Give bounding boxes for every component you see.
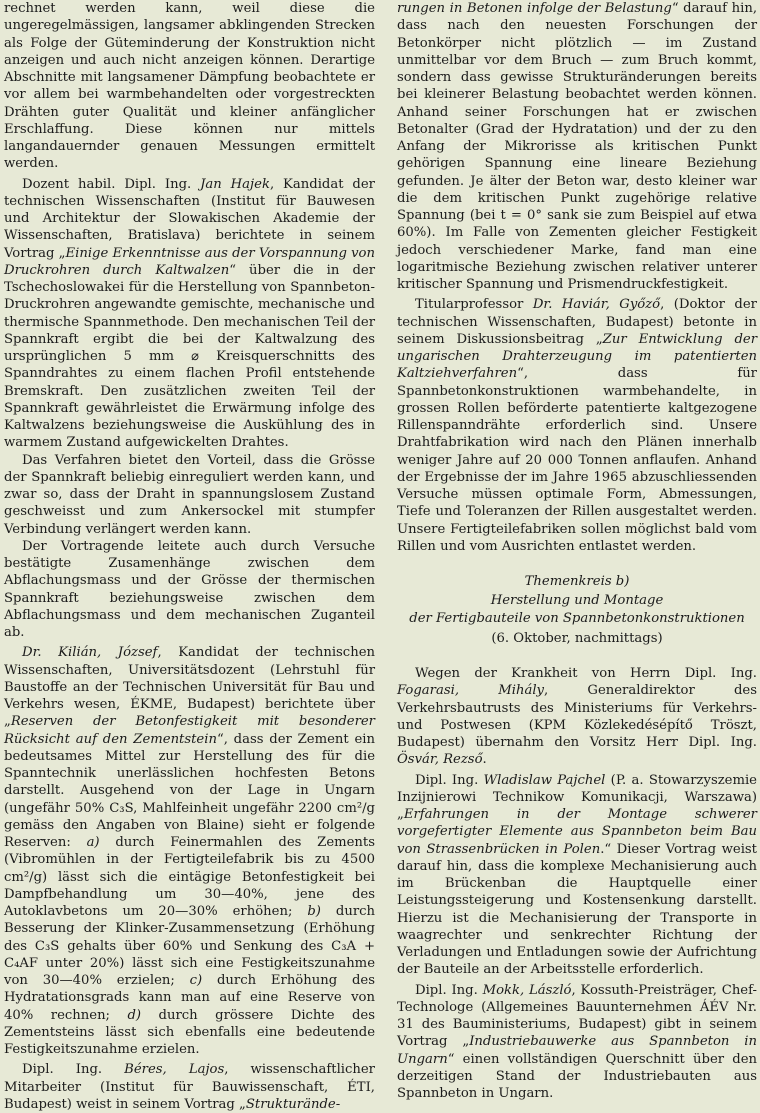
author-name: Wladislaw Pajchel — [483, 772, 606, 788]
lecture-title: rungen in Betonen infolge der Belastung — [397, 1, 672, 16]
paragraph: Das Verfahren bietet den Vorteil, dass die Grösse der Spannkraft beliebig einreguliert werden kann, und zwar so, dass der Draht in spannungslosem Zustand geschweisst und zum Ankersockel mit stumpfer Verbindung verlängert werden kann. — [4, 452, 375, 537]
paragraph-fogarasi: Wegen der Krankheit von Herrn Dipl. Ing. Fogarasi, Mihály, Generaldirektor des Verkehrsbautrusts des Ministeriums für Verkehrs- und Postwesen (KPM Közlekedésépítő Tröszt, Budapest) übernahm den Vorsitz Herr Dipl. Ing. Ösvár, Rezső. — [397, 666, 757, 768]
paragraph-pajchel: Dipl. Ing. Wladislaw Pajchel (P. a. Stowarzyszemie Inzijnierowi Technikow Komunikacji, Warszawa) „Erfahrungen in der Montage schwerer vorgefertigter Elemente aus Spannbeton beim Bau von Strassenbrücken in Polen.“ Dieser Vortrag weist darauf hin, dass die komplexe Mechanisierung auch im Brückenban die Hauptquelle einer Leistungssteigerung und Kostensenkung darstellt. Hierzu ist die Mechanisierung der Transporte in waagrechter und senkrechter Richtung der Verladungen und Entladungen sowie der Aufrichtung der Bauteile an der Arbeitsstelle erforderlich. — [397, 772, 757, 978]
right-column — [397, 0, 757, 1102]
paragraph: Der Vortragende leitete auch durch Versuche bestätigte Zusamenhänge zwischen dem Abflachungsmass und der Grösse der thermischen Spannkraft beziehungsweise zwischen dem Abflachungsmass und dem mechanischen Zuganteil ab. — [4, 538, 375, 640]
theme-date: (6. Oktober, nachmittags) — [491, 630, 663, 646]
author-name: Dr. Kilián, József — [22, 645, 158, 661]
lecture-title: Zur Entwicklung der ungarischen Drahterzeugung im patentierten Kaltziehverfahren — [397, 331, 757, 382]
paragraph-haviar: Titularprofessor Dr. Haviár, Győző, (Doktor der technischen Wissenschaften, Budapest) betonte in seinem Diskussionsbeitrag „Zur Entwicklung der ungarischen Drahterzeugung im patentierten Kaltziehverfahren“, dass für Spannbetonkonstruktionen warmbehandelte, in grossen Rollen beförderte patentierte kaltgezogene Rillenspanndrähte erforderlich sind. Unsere Drahtfabrikation wird nach den Plänen innerhalb weniger Jahre auf 20 000 Tonnen anflaufen. Anhand der Ergebnisse der im Jahre 1965 abzuschliessenden Versuche müssen optimale Form, Abmessungen, Tiefe und Toleranzen der Rillen ausgestaltet werden. Unsere Fertigteilefabriken sollen möglichst bald vom Rillen und vom Ausrichten entlastet werden. — [397, 297, 757, 554]
left-column — [4, 0, 375, 1113]
theme-title-line2: der Fertigbauteile von Spannbetonkonstruktionen — [409, 610, 745, 626]
author-name: Béres, Lajos — [124, 1062, 225, 1078]
author-name: Mokk, László — [482, 982, 572, 998]
paragraph: rechnet werden kann, weil diese die ungeregelmässigen, langsamer abklingenden Strecken als Folge der Güteminderung der Konstruktion nicht anzeigen und auch nicht anzeigen können. Derartige Abschnitte mit langsamener Dämpfung beobachtete er vor allem bei warmbehandelten oder vorgestreckten Drähten guter Qualität und kleiner anfänglicher Erschlaffung. Diese können nur mittels langandauernder genauen Messungen ermittelt werden. — [4, 1, 375, 172]
theme-title-line1: Herstellung und Montage — [490, 593, 664, 609]
section-heading — [397, 573, 757, 647]
author-name: Jan Hajek — [200, 176, 270, 192]
paragraph-beres-cont: rungen in Betonen infolge der Belastung“ darauf hin, dass nach den neuesten Forschungen der Betonkörper nicht plötzlich — im Zustand unmittelbar vor dem Bruch — zum Bruch kommt, sondern dass gewisse Strukturänderungen bereits bei kleinerer Belastung beobachtet werden können. Anhand seiner Forschungen hat er zwischen Betonalter (Grad der Hydratation) und der zu den Anfang der Mikrorisse als kritischen Punkt gehörigen Spannung eine lineare Beziehung gefunden. Je älter der Beton war, desto kleiner war die dem kritischen Punkt zugehörige relative Spannung (bei t = 0° sank sie zum Beispiel auf etwa 60%). Im Falle von Zementen gleicher Festigkeit jedoch verschiedener Marke, fand man eine logaritmische Beziehung zwischen relativer unterer kritischer Spannung und Prismendruckfestigkeit. — [397, 1, 758, 292]
paragraph-hajek: Dozent habil. Dipl. Ing. Jan Hajek, Kandidat der technischen Wissenschaften (Institut für Bauwesen und Architektur der Slowakischen Akademie der Wissenschaften, Bratislava) berichtete in seinem Vortrag „Einige Erkenntnisse aus der Vorspannung von Druckrohren durch Kaltwalzen“ über die in der Tschechoslowakei für die Herstellung von Spannbeton-Druckrohren angewandte gemischte, mechanische und thermische Spannmethode. Den mechanischen Teil der Spannkraft ergibt die bei der Kaltwalzung des ursprünglichen 5 mm ⌀ Kreisquerschnitts des Spanndrahtes zu einem flachen Profil entstehende Bremskraft. Den zusätzlichen zweiten Teil der Spannkraft gewährleistet die Erwärmung infolge des Kaltwalzens beziehungsweise die Auskühlung des in warmem Zustand aufgewickelten Drahtes. — [4, 176, 376, 451]
author-name: Dr. Haviár, Győző — [532, 297, 661, 313]
paragraph-mokk: Dipl. Ing. Mokk, László, Kossuth-Preisträger, Chef-Technologe (Allgemeines Bauunternehmen ÁÉV Nr. 31 des Bauministeriums, Budapest) gibt in seinem Vortrag „Industriebauwerke aus Spannbeton in Ungarn“ einen vollständigen Querschnitt über den derzeitigen Stand der Industriebauten aus Spannbeton in Ungarn. — [397, 982, 757, 1101]
lecture-title: Erfahrungen in der Montage schwerer vorgefertigter Elemente aus Spannbeton beim Bau von Strassenbrücken in Polen — [397, 807, 757, 857]
lecture-title: Einige Erkenntnisse aus der Vorspannung von Druckrohren durch Kaltwalzen — [4, 245, 375, 278]
lecture-title: Industriebauwerke aus Spannbeton in Ungarn — [397, 1034, 757, 1067]
paragraph-beres: Dipl. Ing. Béres, Lajos, wissenschaftlicher Mitarbeiter (Institut für Bauwissenschaft, ÉTI, Budapest) weist in seinem Vortrag „Strukturände- — [4, 1062, 375, 1112]
paragraph-kilian: Dr. Kilián, József, Kandidat der technischen Wissenschaften, Universitätsdozent (Lehrstuhl für Baustoffe an der Technischen Universität für Bau und Verkehrs wesen, ÉKME, Budapest) berichtete über „Reserven der Betonfestigkeit mit besonderer Rücksicht auf den Zementstein“, dass der Zement ein bedeutsames Mittel zur Herstellung des für die Spanntechnik unerlässlichen hochfesten Betons darstellt. Ausgehend von der Lage in Ungarn (ungefähr 50% C₃S, Mahlfeinheit ungefähr 2200 cm²/g gemäss den Angaben von Blaine) sieht er folgende Reserven: a) durch Feinermahlen des Zements (Vibromühlen in der Fertigteilefabrik bis zu 4500 cm²/g) lässt sich die eintägige Betonfestigkeit bei Dampfbehandlung um 30—40%, jene des Autoklavbetons um 20—30% erhöhen; b) durch Besserung der Klinker-Zusammensetzung (Erhöhung des C₃S gehalts über 60% und Senkung des C₃A + C₄AF unter 20%) lässt sich eine Festigkeitszunahme von 30—40% erzielen; c) durch Erhöhung des Hydratationsgrads kann man auf eine Reserve von 40% rechnen; d) durch grössere Dichte des Zementsteins lässt sich ebenfalls eine bedeutende Festigkeitszunahme erzielen. — [4, 645, 375, 1057]
theme-label: Themenkreis b) — [524, 574, 630, 589]
person-name: Ösvár, Rezső — [397, 752, 483, 768]
lecture-title: Reserven der Betonfestigkeit mit besonderer Rücksicht auf den Zementstein — [4, 714, 375, 747]
person-name: Fogarasi, Mihály — [397, 683, 544, 699]
lecture-title: Strukturände- — [245, 1096, 341, 1112]
